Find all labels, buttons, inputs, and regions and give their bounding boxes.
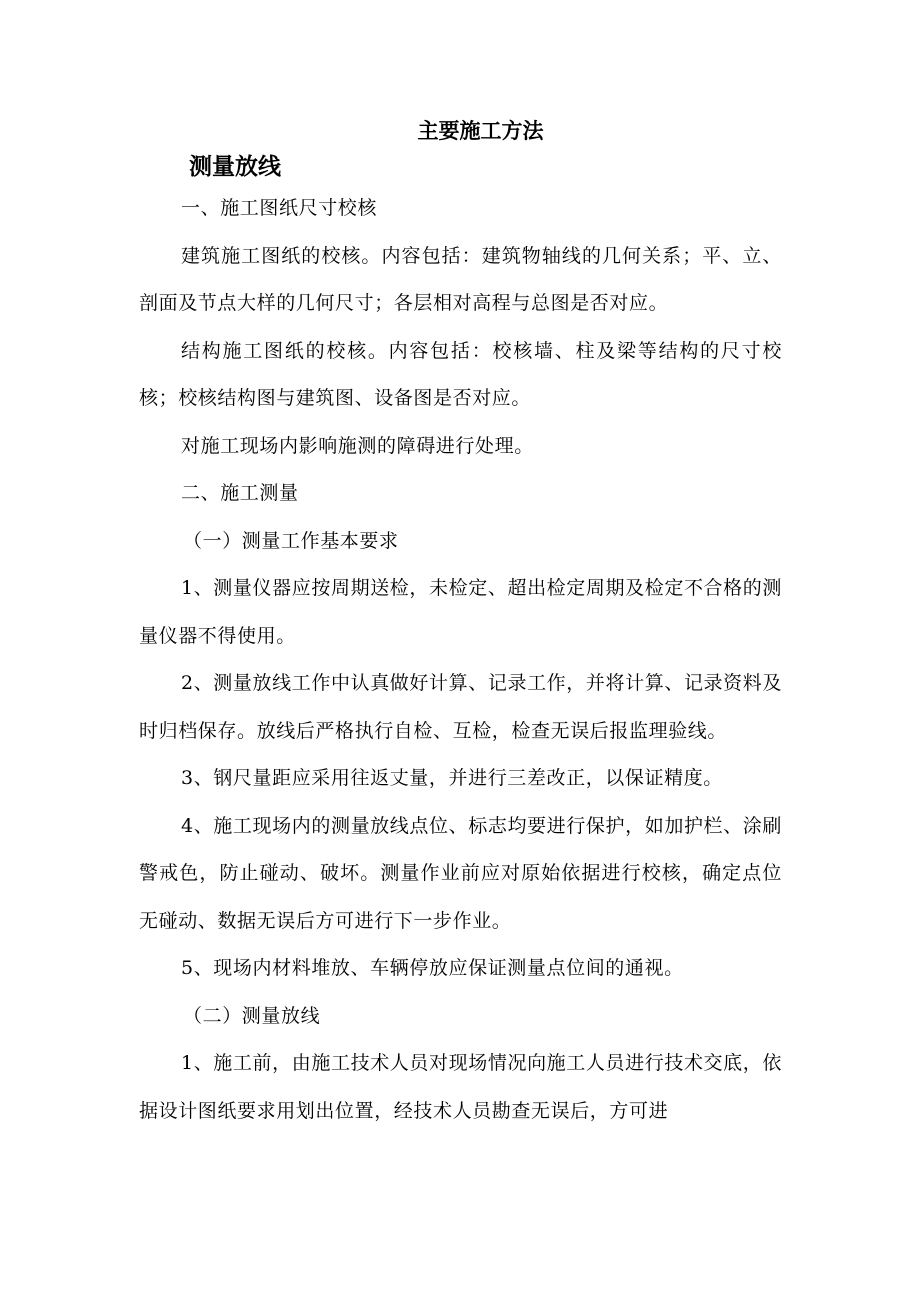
list-item-5: 5、现场内材料堆放、车辆停放应保证测量点位间的通视。	[181, 957, 684, 979]
document-body	[139, 112, 782, 1135]
document-title: 主要施工方法	[417, 119, 544, 143]
list-item-2: 2、测量放线工作中认真做好计算、记录工作，并将计算、记录资料及时归档保存。放线后严格执行自检、互检，检查无误后报监理验线。	[139, 672, 782, 742]
paragraph-architectural-check: 建筑施工图纸的校核。内容包括：建筑物轴线的几何关系；平、立、剖面及节点大样的几何尺寸；各层相对高程与总图是否对应。	[139, 244, 782, 314]
heading-construction-survey: 二、施工测量	[181, 482, 299, 504]
heading-drawing-check: 一、施工图纸尺寸校核	[181, 197, 378, 219]
list-item-layout-1: 1、施工前，由施工技术人员对现场情况向施工人员进行技术交底，依据设计图纸要求用划出位置，经技术人员勘查无误后，方可进	[139, 1052, 782, 1122]
subheading-basic-requirements: （一）测量工作基本要求	[183, 529, 399, 552]
paragraph-structural-check: 结构施工图纸的校核。内容包括：校核墙、柱及梁等结构的尺寸校核；校核结构图与建筑图、设备图是否对应。	[139, 339, 782, 409]
list-item-4: 4、施工现场内的测量放线点位、标志均要进行保护，如加护栏、涂刷警戒色，防止碰动、破坏。测量作业前应对原始依据进行校核，确定点位无碰动、数据无误后方可进行下一步作业。	[139, 814, 782, 932]
paragraph-obstacle-handling: 对施工现场内影响施测的障碍进行处理。	[181, 434, 534, 457]
section-heading: 测量放线	[189, 154, 281, 180]
list-item-1: 1、测量仪器应按周期送检，未检定、超出检定周期及检定不合格的测量仪器不得使用。	[139, 577, 782, 647]
subheading-survey-layout: （二）测量放线	[183, 1004, 321, 1027]
list-item-3: 3、钢尺量距应采用往返丈量，并进行三差改正，以保证精度。	[181, 767, 723, 789]
